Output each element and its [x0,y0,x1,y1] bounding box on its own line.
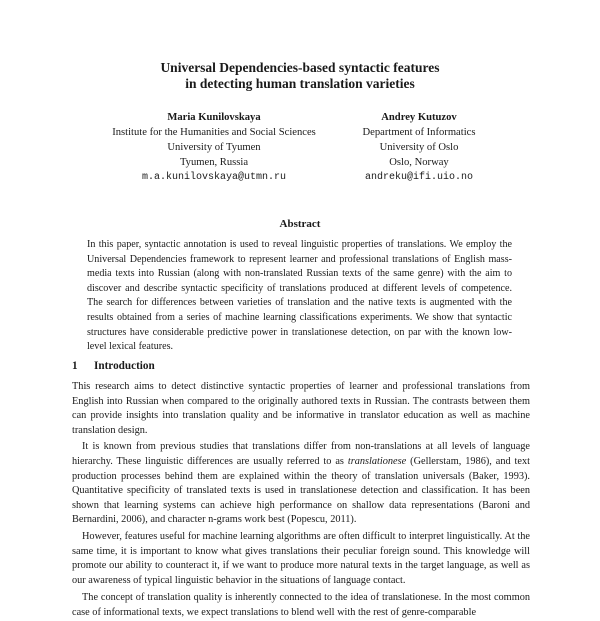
section-heading [72,360,155,372]
author-location: Oslo, Norway [389,157,449,168]
author-location: Tyumen, Russia [179,157,249,168]
term-translationese: translationese [347,455,407,467]
author-affiliation: Institute for the Humanities and Social Sciences [112,127,316,138]
author-email: andreku@ifi.uio.no [364,172,474,183]
title-line-1: Universal Dependencies-based syntactic features [160,60,440,75]
author-block-1 [78,110,350,185]
title-line-2: in detecting human translation varieties [185,76,415,91]
paragraph-4: The concept of translation quality is inherently connected to the idea of translationese. In the most common case of informational texts, we expect translations to blend well with the rest of genre-comparable [72,592,530,618]
section-number: 1 [72,360,78,372]
author-university: University of Tyumen [167,142,261,153]
section-title: Introduction [94,360,155,372]
author-name: Andrey Kutuzov [381,112,457,123]
author-block-2 [328,110,510,185]
author-affiliation: Department of Informatics [362,127,476,138]
abstract-heading: Abstract [279,218,321,230]
author-university: University of Oslo [379,142,459,153]
abstract-text: In this paper, syntactic annotation is used to reveal linguistic properties of translations. We employ the Universal Dependencies framework to represent learner and professional translations of English mass-media texts into Russian (along with non-translated Russian texts of the same genre) with the aim to discover and describe syntactic specificity of translations produced at different levels of competence. The search for differences between varieties of translation and the native texts is augmented with the results obtained from a series of machine learning classifications experiments. We show that syntactic structures have considerable predictive power in translationese detection, on par with the known low-level lexical features. [87,239,512,353]
paragraph-2-part-a: It is known from previous studies that translations differ from non-translations at all levels of language hierarchy. These linguistic differences are usually referred to as [72,441,530,467]
author-email: m.a.kunilovskaya@utmn.ru [141,172,287,183]
author-name: Maria Kunilovskaya [167,112,261,123]
paragraph-1: This research aims to detect distinctive syntactic properties of learner and professional translations from English into Russian when compared to the originally authored texts in Russian. The contrasts between them can provide insights into translation quality and be informative in translator education as well as machine translation design. [72,381,530,436]
paragraph-2-part-b: (Gellerstam, 1986), and text production processes behind them are explained within the theory of translation universals (Baker, 1993). Quantitative specificity of translated texts is used in translationese detection and classification. It has been shown that learning systems can achieve high performance on shallow data representations (Baroni and Bernardini, 2006), and character n-grams work best (Popescu, 2011). [72,455,530,526]
paragraph-3: However, features useful for machine learning algorithms are often difficult to interpret linguistically. At the same time, it is important to know what gives translations their peculiar foreign sound. This knowledge will promote our ability to counteract it, if we want to produce more natural texts in the target language, as well as our awareness of typical linguistic behavior in the situations of language contact. [72,530,530,586]
paragraph-2 [72,440,530,528]
paper-title [0,60,600,92]
body-text [72,380,530,621]
